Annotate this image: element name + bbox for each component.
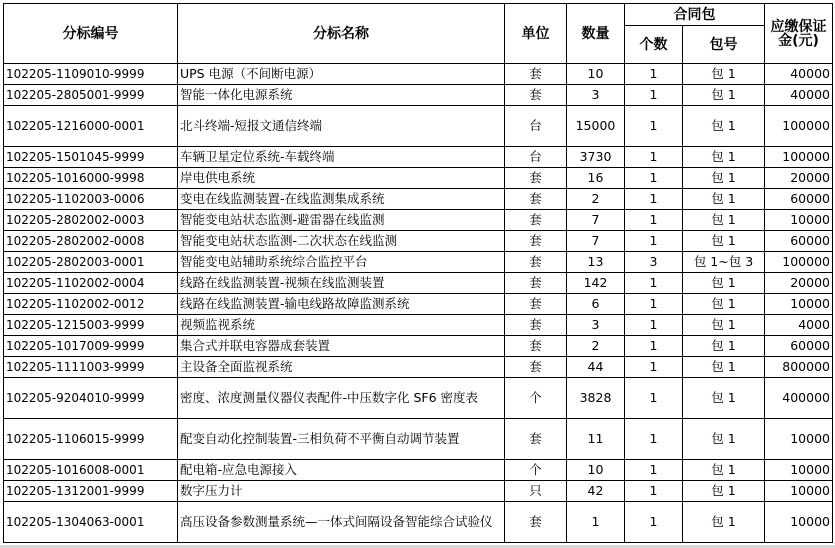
cell-package-count: 1 [625,189,683,210]
cell-name: 主设备全面监视系统 [178,357,505,378]
cell-name: 高压设备参数测量系统—一体式间隔设备智能综合试验仪 [178,502,505,543]
table-row [4,315,833,336]
cell-package-number: 包 1 [683,168,765,189]
cell-quantity: 3 [567,85,625,106]
cell-name: 集合式并联电容器成套装置 [178,336,505,357]
cell-unit: 套 [505,189,567,210]
table-row [4,106,833,147]
cell-package-count: 1 [625,106,683,147]
cell-unit: 套 [505,502,567,543]
table-row [4,210,833,231]
table-row [4,273,833,294]
cell-quantity: 11 [567,419,625,460]
cell-package-count: 1 [625,85,683,106]
cell-quantity: 2 [567,189,625,210]
cell-code: 102205-2802002-0008 [4,231,178,252]
header-quantity: 数量 [567,4,625,64]
table-row [4,85,833,106]
cell-code: 102205-1106015-9999 [4,419,178,460]
cell-code: 102205-1016000-9998 [4,168,178,189]
cell-code: 102205-1111003-9999 [4,357,178,378]
cell-package-number: 包 1 [683,189,765,210]
cell-name: 智能变电站状态监测-避雷器在线监测 [178,210,505,231]
table-row [4,189,833,210]
cell-unit: 个 [505,378,567,419]
cell-code: 102205-1109010-9999 [4,64,178,85]
cell-code: 102205-1102002-0012 [4,294,178,315]
cell-package-number: 包 1 [683,315,765,336]
cell-unit: 个 [505,460,567,481]
cell-package-number: 包 1 [683,106,765,147]
cell-code: 102205-1102003-0006 [4,189,178,210]
cell-unit: 套 [505,336,567,357]
cell-package-number: 包 1 [683,210,765,231]
table-row [4,294,833,315]
cell-package-number: 包 1 [683,231,765,252]
cell-quantity: 7 [567,210,625,231]
cell-unit: 套 [505,252,567,273]
cell-quantity: 2 [567,336,625,357]
cell-deposit: 40000 [765,85,833,106]
cell-name: 智能变电站辅助系统综合监控平台 [178,252,505,273]
cell-name: UPS 电源（不间断电源） [178,64,505,85]
header-deposit: 应缴保证金(元) [765,4,833,64]
cell-unit: 套 [505,419,567,460]
cell-unit: 套 [505,357,567,378]
cell-package-count: 1 [625,336,683,357]
table-body [4,64,833,543]
cell-name: 密度、浓度测量仪器仪表配件-中压数字化 SF6 密度表 [178,378,505,419]
cell-package-number: 包 1 [683,460,765,481]
table-row [4,357,833,378]
cell-package-number: 包 1 [683,336,765,357]
cell-unit: 套 [505,210,567,231]
cell-name: 智能变电站状态监测-二次状态在线监测 [178,231,505,252]
cell-code: 102205-1215003-9999 [4,315,178,336]
cell-code: 102205-2802002-0003 [4,210,178,231]
cell-package-count: 1 [625,168,683,189]
cell-package-count: 1 [625,231,683,252]
cell-code: 102205-1501045-9999 [4,147,178,168]
header-name: 分标名称 [178,4,505,64]
cell-name: 岸电供电系统 [178,168,505,189]
cell-code: 102205-9204010-9999 [4,378,178,419]
cell-package-count: 1 [625,294,683,315]
cell-name: 配变自动化控制装置-三相负荷不平衡自动调节装置 [178,419,505,460]
table-row [4,64,833,85]
table-row [4,252,833,273]
cell-quantity: 3 [567,315,625,336]
cell-code: 102205-2802003-0001 [4,252,178,273]
cell-package-count: 3 [625,252,683,273]
cell-name: 视频监视系统 [178,315,505,336]
cell-quantity: 44 [567,357,625,378]
cell-deposit: 10000 [765,481,833,502]
cell-deposit: 10000 [765,460,833,481]
header-contract-package: 合同包 [625,4,765,26]
cell-package-number: 包 1 [683,147,765,168]
cell-package-number: 包 1 [683,273,765,294]
cell-code: 102205-1016008-0001 [4,460,178,481]
cell-package-count: 1 [625,64,683,85]
cell-deposit: 800000 [765,357,833,378]
cell-deposit: 100000 [765,106,833,147]
table-row [4,336,833,357]
cell-package-count: 1 [625,147,683,168]
cell-quantity: 10 [567,64,625,85]
table-row [4,460,833,481]
cell-quantity: 1 [567,502,625,543]
cell-quantity: 142 [567,273,625,294]
header-package-count: 个数 [625,26,683,64]
cell-unit: 套 [505,168,567,189]
cell-quantity: 6 [567,294,625,315]
cell-package-number: 包 1 [683,294,765,315]
cell-deposit: 4000 [765,315,833,336]
header-package-number: 包号 [683,26,765,64]
cell-package-number: 包 1 [683,419,765,460]
table-row [4,147,833,168]
cell-package-count: 1 [625,460,683,481]
cell-quantity: 10 [567,460,625,481]
cell-package-count: 1 [625,357,683,378]
table-row [4,231,833,252]
cell-deposit: 60000 [765,336,833,357]
header-code: 分标编号 [4,4,178,64]
cell-name: 线路在线监测装置-视频在线监测装置 [178,273,505,294]
cell-unit: 套 [505,231,567,252]
cell-code: 102205-1017009-9999 [4,336,178,357]
cell-quantity: 7 [567,231,625,252]
cell-unit: 套 [505,85,567,106]
table-row [4,481,833,502]
cell-name: 变电在线监测装置-在线监测集成系统 [178,189,505,210]
cell-deposit: 100000 [765,252,833,273]
cell-unit: 只 [505,481,567,502]
cell-package-count: 1 [625,210,683,231]
cell-quantity: 15000 [567,106,625,147]
cell-unit: 套 [505,64,567,85]
cell-code: 102205-1312001-9999 [4,481,178,502]
cell-code: 102205-1102002-0004 [4,273,178,294]
cell-deposit: 10000 [765,294,833,315]
cell-package-count: 1 [625,419,683,460]
cell-quantity: 3730 [567,147,625,168]
cell-unit: 套 [505,273,567,294]
cell-name: 车辆卫星定位系统-车载终端 [178,147,505,168]
cell-deposit: 100000 [765,147,833,168]
cell-deposit: 20000 [765,273,833,294]
cell-unit: 台 [505,147,567,168]
cell-name: 数字压力计 [178,481,505,502]
cell-deposit: 60000 [765,231,833,252]
table-row [4,378,833,419]
cell-deposit: 10000 [765,419,833,460]
cell-package-count: 1 [625,481,683,502]
cell-quantity: 13 [567,252,625,273]
cell-quantity: 42 [567,481,625,502]
cell-name: 北斗终端-短报文通信终端 [178,106,505,147]
cell-deposit: 10000 [765,502,833,543]
cell-package-number: 包 1 [683,64,765,85]
cell-deposit: 400000 [765,378,833,419]
cell-deposit: 60000 [765,189,833,210]
cell-deposit: 20000 [765,168,833,189]
cell-unit: 套 [505,294,567,315]
cell-deposit: 40000 [765,64,833,85]
cell-name: 智能一体化电源系统 [178,85,505,106]
cell-package-number: 包 1 [683,378,765,419]
table-row [4,502,833,543]
cell-package-count: 1 [625,378,683,419]
table-row [4,419,833,460]
cell-unit: 台 [505,106,567,147]
cell-name: 线路在线监测装置-输电线路故障监测系统 [178,294,505,315]
cell-package-number: 包 1 [683,357,765,378]
cell-quantity: 16 [567,168,625,189]
cell-package-count: 1 [625,502,683,543]
header-unit: 单位 [505,4,567,64]
table-row [4,168,833,189]
cell-code: 102205-2805001-9999 [4,85,178,106]
cell-package-number: 包 1~包 3 [683,252,765,273]
cell-package-count: 1 [625,273,683,294]
cell-package-number: 包 1 [683,502,765,543]
cell-package-number: 包 1 [683,85,765,106]
cell-quantity: 3828 [567,378,625,419]
cell-package-count: 1 [625,315,683,336]
bid-section-table [3,3,833,543]
cell-name: 配电箱-应急电源接入 [178,460,505,481]
cell-code: 102205-1304063-0001 [4,502,178,543]
cell-unit: 套 [505,315,567,336]
cell-package-number: 包 1 [683,481,765,502]
cell-code: 102205-1216000-0001 [4,106,178,147]
cell-deposit: 10000 [765,210,833,231]
